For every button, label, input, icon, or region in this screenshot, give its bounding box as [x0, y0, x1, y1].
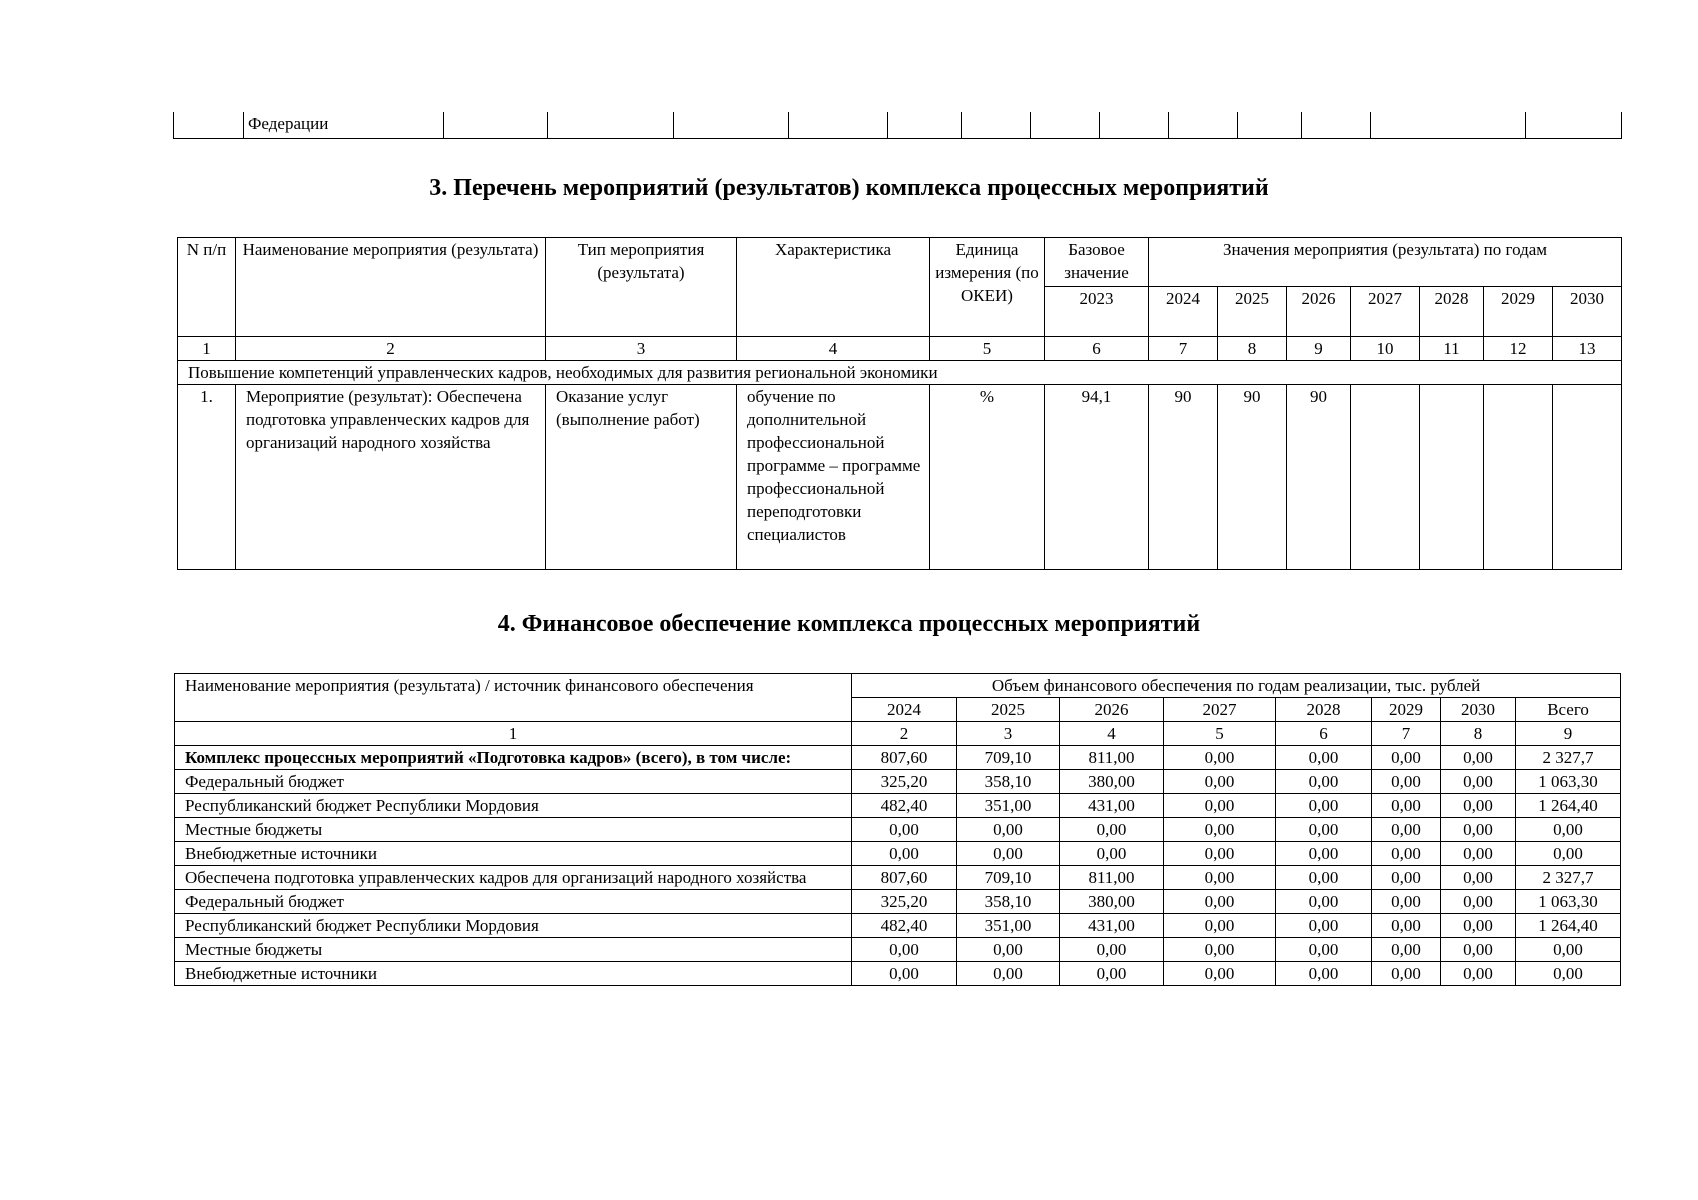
row-total: 1 063,30 — [1516, 770, 1621, 794]
row-name: Местные бюджеты — [175, 818, 852, 842]
header-volume: Объем финансового обеспечения по годам реализации, тыс. рублей — [852, 674, 1621, 698]
table-row — [175, 794, 1621, 818]
row-characteristic: обучение по дополнительной профессиональной программе – программе профессиональной переподготовки специалистов — [737, 385, 930, 570]
row-value: 0,00 — [1060, 818, 1164, 842]
row-name: Внебюджетные источники — [175, 842, 852, 866]
table-row — [175, 890, 1621, 914]
column-number: 9 — [1287, 337, 1351, 361]
header-year: 2030 — [1441, 698, 1516, 722]
row-value: 0,00 — [1164, 890, 1276, 914]
row-value: 0,00 — [852, 938, 957, 962]
financing-rows — [175, 746, 1621, 986]
column-number: 5 — [1164, 722, 1276, 746]
header-year: 2027 — [1351, 287, 1420, 337]
column-number: 4 — [1060, 722, 1164, 746]
row-value: 0,00 — [1164, 746, 1276, 770]
header-year: 2029 — [1484, 287, 1553, 337]
section-3-title: 3. Перечень мероприятий (результатов) комплекса процессных мероприятий — [429, 175, 1269, 201]
row-value: 0,00 — [1164, 770, 1276, 794]
row-value: 0,00 — [852, 818, 957, 842]
row-value: 0,00 — [957, 842, 1060, 866]
header-year: 2025 — [1218, 287, 1287, 337]
row-value: 0,00 — [1372, 746, 1441, 770]
column-number: 6 — [1276, 722, 1372, 746]
row-value: 0,00 — [1372, 962, 1441, 986]
header-characteristic: Характеристика — [737, 238, 930, 337]
section-4-title: 4. Финансовое обеспечение комплекса процессных мероприятий — [497, 611, 1201, 637]
row-value: 0,00 — [1164, 794, 1276, 818]
row-total: 2 327,7 — [1516, 746, 1621, 770]
row-value: 0,00 — [1276, 938, 1372, 962]
header-row — [178, 238, 1622, 287]
row-value: 0,00 — [1441, 890, 1516, 914]
column-number: 1 — [178, 337, 236, 361]
table-row — [175, 818, 1621, 842]
row-value — [1420, 385, 1484, 570]
column-number: 8 — [1218, 337, 1287, 361]
row-value: 431,00 — [1060, 794, 1164, 818]
row-value: 358,10 — [957, 890, 1060, 914]
column-numbers-row — [178, 337, 1622, 361]
row-value: 0,00 — [1441, 842, 1516, 866]
row-name: Обеспечена подготовка управленческих кадров для организаций народного хозяйства — [175, 866, 852, 890]
header-values-by-year: Значения мероприятия (результата) по годам — [1149, 238, 1622, 287]
row-value: 0,00 — [1164, 842, 1276, 866]
header-name: Наименование мероприятия (результата) / источник финансового обеспечения — [175, 674, 852, 722]
row-base: 94,1 — [1045, 385, 1149, 570]
row-value: 0,00 — [1441, 962, 1516, 986]
row-value: 0,00 — [852, 962, 957, 986]
header-type: Тип мероприятия (результата) — [546, 238, 737, 337]
row-value: 0,00 — [957, 938, 1060, 962]
column-number: 7 — [1372, 722, 1441, 746]
row-value: 0,00 — [1441, 914, 1516, 938]
row-value: 0,00 — [1164, 866, 1276, 890]
row-value: 709,10 — [957, 746, 1060, 770]
header-year: 2029 — [1372, 698, 1441, 722]
row-value: 0,00 — [1441, 794, 1516, 818]
row-value: 0,00 — [1372, 866, 1441, 890]
header-year: 2024 — [852, 698, 957, 722]
header-year: 2030 — [1553, 287, 1622, 337]
row-value: 90 — [1218, 385, 1287, 570]
row-value: 90 — [1287, 385, 1351, 570]
row-value: 811,00 — [1060, 866, 1164, 890]
section-row — [178, 361, 1622, 385]
table-row — [175, 770, 1621, 794]
header-year: 2026 — [1060, 698, 1164, 722]
row-unit: % — [930, 385, 1045, 570]
column-number: 2 — [852, 722, 957, 746]
column-number: 5 — [930, 337, 1045, 361]
row-value — [1351, 385, 1420, 570]
row-value: 0,00 — [852, 842, 957, 866]
table-row — [175, 746, 1621, 770]
row-name: Комплекс процессных мероприятий «Подготовка кадров» (всего), в том числе: — [175, 746, 852, 770]
row-value: 482,40 — [852, 794, 957, 818]
header-num: N п/п — [178, 238, 236, 337]
row-total: 1 264,40 — [1516, 794, 1621, 818]
row-total: 0,00 — [1516, 938, 1621, 962]
row-value: 0,00 — [1372, 890, 1441, 914]
row-name: Мероприятие (результат): Обеспечена подготовка управленческих кадров для организаций народного хозяйства — [236, 385, 546, 570]
row-value: 709,10 — [957, 866, 1060, 890]
header-year: 2028 — [1420, 287, 1484, 337]
column-number: 11 — [1420, 337, 1484, 361]
row-value: 0,00 — [1060, 962, 1164, 986]
row-value: 0,00 — [1276, 962, 1372, 986]
column-number: 3 — [957, 722, 1060, 746]
row-total: 0,00 — [1516, 818, 1621, 842]
row-value: 0,00 — [1441, 770, 1516, 794]
row-total: 0,00 — [1516, 962, 1621, 986]
column-number: 4 — [737, 337, 930, 361]
row-value: 0,00 — [1441, 866, 1516, 890]
row-value: 0,00 — [1276, 746, 1372, 770]
header-total: Всего — [1516, 698, 1621, 722]
row-value: 811,00 — [1060, 746, 1164, 770]
table-row — [175, 914, 1621, 938]
row-value: 380,00 — [1060, 770, 1164, 794]
row-value: 0,00 — [1276, 818, 1372, 842]
row-num: 1. — [178, 385, 236, 570]
row-value: 325,20 — [852, 890, 957, 914]
measures-table — [177, 237, 1622, 570]
row-value: 0,00 — [1060, 842, 1164, 866]
row-value: 0,00 — [1441, 818, 1516, 842]
row-value: 380,00 — [1060, 890, 1164, 914]
column-number: 1 — [175, 722, 852, 746]
section-row-text: Повышение компетенций управленческих кадров, необходимых для развития региональной экономики — [178, 361, 1622, 385]
row-value: 0,00 — [957, 818, 1060, 842]
header-row — [175, 674, 1621, 698]
header-base-year: 2023 — [1045, 287, 1149, 337]
row-value: 0,00 — [1276, 770, 1372, 794]
row-value: 0,00 — [1276, 890, 1372, 914]
header-year: 2026 — [1287, 287, 1351, 337]
header-year: 2024 — [1149, 287, 1218, 337]
financing-table — [174, 673, 1621, 986]
column-number: 2 — [236, 337, 546, 361]
row-value: 431,00 — [1060, 914, 1164, 938]
row-value: 351,00 — [957, 794, 1060, 818]
row-value — [1553, 385, 1622, 570]
row-value: 0,00 — [1372, 938, 1441, 962]
row-value: 351,00 — [957, 914, 1060, 938]
column-number: 10 — [1351, 337, 1420, 361]
row-value: 0,00 — [1164, 938, 1276, 962]
row-total: 0,00 — [1516, 842, 1621, 866]
row-value — [1484, 385, 1553, 570]
row-total: 1 264,40 — [1516, 914, 1621, 938]
table-row — [178, 385, 1622, 570]
row-value: 0,00 — [1372, 794, 1441, 818]
row-value: 0,00 — [1164, 914, 1276, 938]
header-year: 2028 — [1276, 698, 1372, 722]
row-value: 0,00 — [1441, 938, 1516, 962]
table-row — [175, 842, 1621, 866]
row-value: 0,00 — [957, 962, 1060, 986]
column-number: 13 — [1553, 337, 1622, 361]
row-total: 1 063,30 — [1516, 890, 1621, 914]
row-value: 807,60 — [852, 866, 957, 890]
header-year: 2025 — [957, 698, 1060, 722]
header-name: Наименование мероприятия (результата) — [236, 238, 546, 337]
row-value: 0,00 — [1372, 842, 1441, 866]
previous-table-fragment — [173, 112, 1622, 139]
row-value: 358,10 — [957, 770, 1060, 794]
row-value: 0,00 — [1372, 770, 1441, 794]
row-name: Федеральный бюджет — [175, 770, 852, 794]
row-name: Местные бюджеты — [175, 938, 852, 962]
table-row — [175, 962, 1621, 986]
row-total: 2 327,7 — [1516, 866, 1621, 890]
row-value: 482,40 — [852, 914, 957, 938]
header-unit: Единица измерения (по ОКЕИ) — [930, 238, 1045, 337]
column-number: 6 — [1045, 337, 1149, 361]
row-value: 0,00 — [1372, 818, 1441, 842]
row-value: 0,00 — [1276, 914, 1372, 938]
fragment-row — [174, 112, 1622, 139]
row-value: 90 — [1149, 385, 1218, 570]
row-value: 325,20 — [852, 770, 957, 794]
table-row — [175, 866, 1621, 890]
column-number: 8 — [1441, 722, 1516, 746]
column-number: 12 — [1484, 337, 1553, 361]
row-type: Оказание услуг (выполнение работ) — [546, 385, 737, 570]
table-row — [175, 938, 1621, 962]
row-value: 0,00 — [1276, 842, 1372, 866]
row-name: Республиканский бюджет Республики Мордовия — [175, 914, 852, 938]
row-value: 0,00 — [1276, 866, 1372, 890]
row-value: 0,00 — [1276, 794, 1372, 818]
column-numbers-row — [175, 722, 1621, 746]
column-number: 9 — [1516, 722, 1621, 746]
header-year: 2027 — [1164, 698, 1276, 722]
row-value: 807,60 — [852, 746, 957, 770]
column-number: 3 — [546, 337, 737, 361]
header-base: Базовое значение — [1045, 238, 1149, 287]
fragment-text: Федерации — [244, 112, 444, 139]
row-name: Республиканский бюджет Республики Мордовия — [175, 794, 852, 818]
row-value: 0,00 — [1164, 818, 1276, 842]
row-value: 0,00 — [1372, 914, 1441, 938]
column-number: 7 — [1149, 337, 1218, 361]
row-value: 0,00 — [1164, 962, 1276, 986]
row-name: Федеральный бюджет — [175, 890, 852, 914]
row-value: 0,00 — [1060, 938, 1164, 962]
row-name: Внебюджетные источники — [175, 962, 852, 986]
row-value: 0,00 — [1441, 746, 1516, 770]
